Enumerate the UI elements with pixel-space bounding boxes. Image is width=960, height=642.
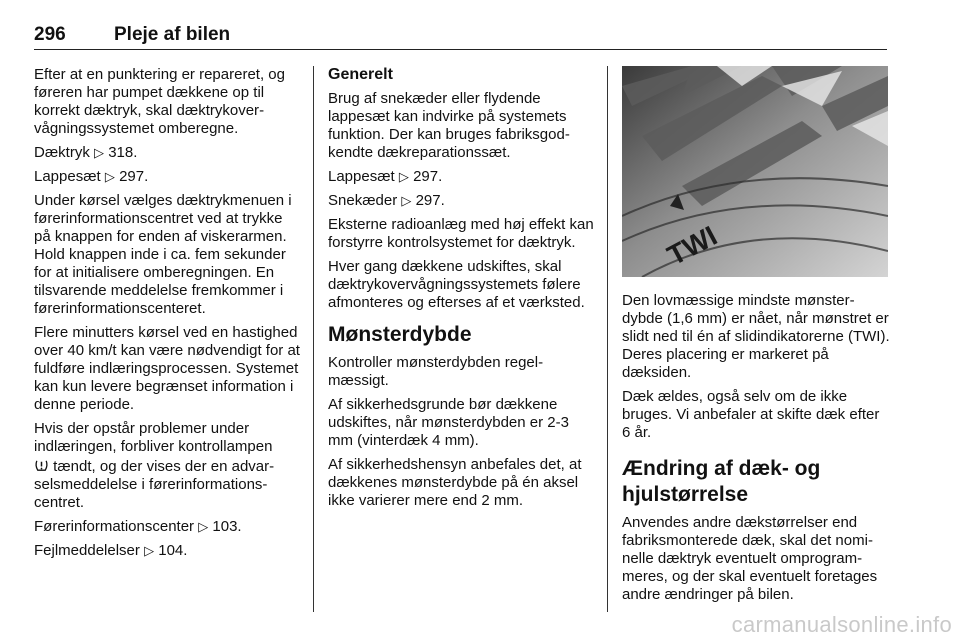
cross-reference[interactable]: Lappesæt ▷ 297. — [328, 168, 443, 185]
tire-tread-image — [622, 66, 888, 277]
cross-reference[interactable]: Lappesæt ▷ 297. — [34, 168, 149, 185]
twi-label: TWI — [662, 219, 723, 272]
paragraph: Eksterne radioanlæg med høj effekt kan forstyrre kontrolsystemet for dæktryk. — [328, 216, 594, 251]
column-right — [622, 292, 890, 610]
paragraph: Den lovmæssige mindste mønsterdybde (1,6 mm) er nået, når mønstret er slidt ned til én af slidindikatorerne (TWI). Deres placering er markeret på dæksiden. — [622, 292, 890, 381]
watermark: carmanualsonline.info — [731, 612, 952, 637]
section-heading-tread-depth: Mønsterdybde — [328, 323, 472, 346]
column-middle — [328, 66, 594, 516]
page-ref-arrow-icon: ▷ — [144, 543, 155, 558]
page-ref-arrow-icon: ▷ — [401, 193, 412, 208]
page-ref-arrow-icon: ▷ — [198, 519, 209, 534]
column-divider — [607, 66, 608, 612]
page-ref-arrow-icon: ▷ — [104, 169, 115, 184]
paragraph: Hvis der opstår problemer under indlæringen, forbliver kontrollampen tændt, og der vises der en advarselsmeddelelse i førerinformationscentret. — [34, 420, 275, 511]
column-divider — [313, 66, 314, 612]
paragraph: Kontroller mønsterdybden regelmæssigt. — [328, 354, 544, 389]
section-heading-size-change: Ændring af dæk- og hjulstørrelse — [622, 457, 821, 506]
paragraph: Flere minutters kørsel ved en hastighed over 40 km/t kan være nødvendigt for at fuldføre indlæringsprocessen. Systemet kan kun levere begrænset information i denne periode. — [34, 324, 300, 413]
tire-pressure-warning-lamp-icon — [34, 458, 49, 473]
paragraph: Brug af snekæder eller flydende lappesæt kan indvirke på systemets funktion. Der kan bruges fabriksgodkendte dækreparationssæt. — [328, 90, 570, 161]
page-header — [34, 24, 887, 50]
paragraph: Dæk ældes, også selv om de ikke bruges. Vi anbefaler at skifte dæk efter 6 år. — [622, 388, 880, 441]
paragraph: Anvendes andre dækstørrelser end fabriksmonterede dæk, skal det nominelle dæktryk eventuelt omprogrammeres, og der skal eventuelt foretages andre ændringer på bilen. — [622, 514, 878, 603]
cross-reference[interactable]: Dæktryk ▷ 318. — [34, 144, 138, 161]
column-left — [34, 66, 302, 566]
page-title: Pleje af bilen — [114, 24, 231, 45]
cross-reference[interactable]: Fejlmeddelelser ▷ 104. — [34, 542, 188, 559]
page-ref-arrow-icon: ▷ — [94, 145, 105, 160]
paragraph: Af sikkerhedsgrunde bør dækkene udskiftes, når mønsterdybden er 2-3 mm (vinterdæk 4 mm). — [328, 396, 569, 449]
cross-reference[interactable]: Førerinformationscenter ▷ 103. — [34, 518, 242, 535]
paragraph: Hver gang dækkene udskiftes, skal dæktrykovervågningssystemets følere afmonteres og efterses af et værksted. — [328, 258, 585, 311]
page-ref-arrow-icon: ▷ — [398, 169, 409, 184]
paragraph: Af sikkerhedshensyn anbefales det, at dækkenes mønsterdybde på én aksel ikke varierer mere end 2 mm. — [328, 456, 582, 509]
section-subheading: Generelt — [328, 66, 393, 83]
page-number: 296 — [34, 24, 66, 45]
cross-reference[interactable]: Snekæder ▷ 297. — [328, 192, 445, 209]
paragraph: Efter at en punktering er repareret, og føreren har pumpet dækkene op til korrekt dæktryk, skal dæktrykovervågningssystemet omberegne. — [34, 66, 285, 137]
paragraph: Under kørsel vælges dæktrykmenuen i førerinformationscentret ved at trykke på knappen for enden af viskerarmen. Hold knappen inde i ca. fem sekunder for at initialisere omberegningen. En tilsvarende meddelelse fremkommer i førerinformationscenteret. — [34, 192, 292, 317]
